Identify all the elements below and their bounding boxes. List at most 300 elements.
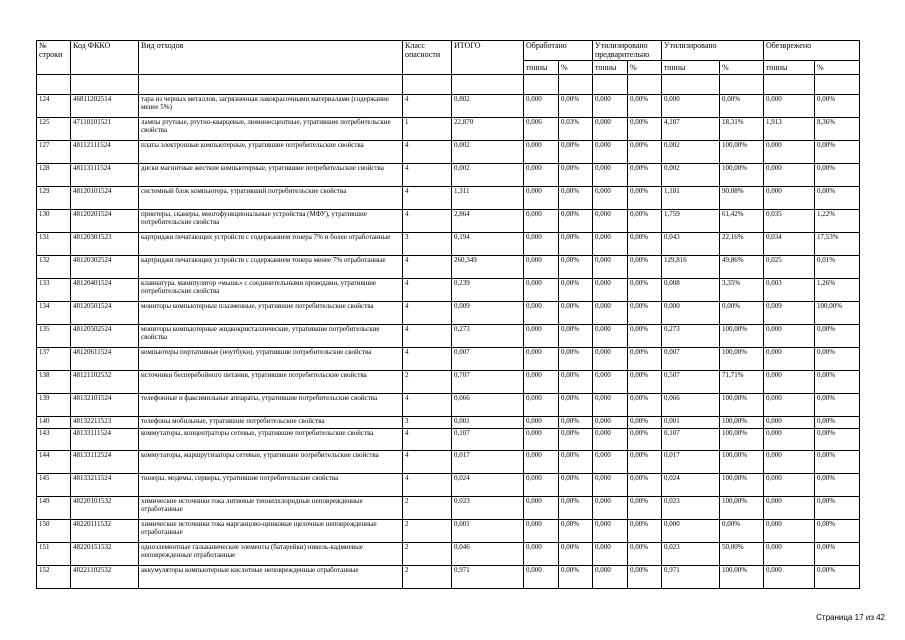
cell-fkko-code: 48132211523 <box>71 417 139 429</box>
cell-total-tons: 0,066 <box>452 394 524 417</box>
cell-waste-name: мониторы компьютерные жидкокристаллические, утратившие потребительские свойства <box>139 325 403 348</box>
cell-waste-name: компьютеры портативные (ноутбуки), утратившие потребительские свойства <box>139 348 403 371</box>
cell-neutralized-tons: 0,000 <box>764 543 815 566</box>
cell-neutralized-pct: 0,00% <box>815 348 860 371</box>
cell-processed-tons: 0,000 <box>524 233 559 256</box>
cell-utilized-pct: 100,00% <box>720 474 764 497</box>
cell-utilized-prelim-pct: 0,00% <box>628 256 662 279</box>
cell-row-number: 134 <box>37 302 71 325</box>
cell-neutralized-pct: 0,00% <box>815 95 860 118</box>
cell-total-tons: 0,046 <box>452 543 524 566</box>
cell-utilized-prelim-pct: 0,00% <box>628 429 662 451</box>
cell-fkko-code: 48133211524 <box>71 474 139 497</box>
cell-neutralized-tons: 0,000 <box>764 566 815 589</box>
subheader-tons: тонны <box>662 61 720 75</box>
cell-waste-name: системный блок компьютера, утративший потребительские свойства <box>139 187 403 210</box>
cell-fkko-code: 48120302524 <box>71 256 139 279</box>
cell-neutralized-tons: 0,000 <box>764 429 815 451</box>
cell-processed-tons: 0,000 <box>524 95 559 118</box>
cell-neutralized-tons: 1,913 <box>764 118 815 141</box>
table-row <box>37 394 860 417</box>
cell-utilized-prelim-pct: 0,00% <box>628 417 662 429</box>
cell-utilized-prelim-tons: 0,000 <box>593 451 628 474</box>
cell-hazard-class: 4 <box>403 141 452 164</box>
cell-neutralized-pct: 0,00% <box>815 417 860 429</box>
cell-total-tons: 0,007 <box>452 348 524 371</box>
cell-utilized-prelim-tons: 0,000 <box>593 520 628 543</box>
table-row <box>37 520 860 543</box>
cell-waste-name: диски магнитные жесткие компьютерные, утратившие потребительские свойства <box>139 164 403 187</box>
cell-neutralized-pct: 0,00% <box>815 394 860 417</box>
cell-row-number: 151 <box>37 543 71 566</box>
header-fkko-code: Код ФККО <box>71 41 139 75</box>
cell-row-number: 132 <box>37 256 71 279</box>
cell-neutralized-pct: 0,00% <box>815 164 860 187</box>
cell-fkko-code: 48113111524 <box>71 164 139 187</box>
table-row <box>37 371 860 394</box>
cell-utilized-prelim-tons: 0,000 <box>593 325 628 348</box>
cell-utilized-tons: 129,816 <box>662 256 720 279</box>
cell-processed-pct: 0,00% <box>559 348 593 371</box>
cell-fkko-code: 48120101524 <box>71 187 139 210</box>
cell-processed-tons: 0,000 <box>524 417 559 429</box>
cell-utilized-tons: 4,187 <box>662 118 720 141</box>
cell-hazard-class: 4 <box>403 348 452 371</box>
cell-processed-tons: 0,000 <box>524 210 559 233</box>
subheader-pct: % <box>815 61 860 75</box>
cell-utilized-prelim-tons: 0,000 <box>593 210 628 233</box>
cell-row-number: 152 <box>37 566 71 589</box>
cell-processed-tons: 0,000 <box>524 451 559 474</box>
cell-neutralized-pct: 8,36% <box>815 118 860 141</box>
cell-utilized-prelim-tons: 0,000 <box>593 543 628 566</box>
cell-row-number: 139 <box>37 394 71 417</box>
cell-processed-tons: 0,000 <box>524 187 559 210</box>
cell-fkko-code: 48121102532 <box>71 371 139 394</box>
cell-row-number: 145 <box>37 474 71 497</box>
cell-hazard-class: 4 <box>403 210 452 233</box>
cell-total-tons: 0,002 <box>452 164 524 187</box>
cell-neutralized-tons: 0,009 <box>764 302 815 325</box>
cell-utilized-pct: 100,00% <box>720 566 764 589</box>
cell-utilized-prelim-tons: 0,000 <box>593 187 628 210</box>
waste-report-table <box>36 40 860 589</box>
cell-fkko-code: 48220111532 <box>71 520 139 543</box>
cell-utilized-tons: 0,273 <box>662 325 720 348</box>
cell-neutralized-pct: 0,00% <box>815 543 860 566</box>
cell-utilized-prelim-pct: 0,00% <box>628 302 662 325</box>
cell-utilized-prelim-tons: 0,000 <box>593 233 628 256</box>
cell-utilized-tons: 0,107 <box>662 429 720 451</box>
cell-utilized-tons: 0,002 <box>662 141 720 164</box>
table-row <box>37 451 860 474</box>
cell-processed-pct: 0,00% <box>559 497 593 520</box>
cell-processed-pct: 0,00% <box>559 279 593 302</box>
cell-neutralized-tons: 0,000 <box>764 187 815 210</box>
cell-row-number: 149 <box>37 497 71 520</box>
cell-processed-tons: 0,000 <box>524 325 559 348</box>
cell-neutralized-tons: 0,000 <box>764 164 815 187</box>
cell-neutralized-tons: 0,000 <box>764 95 815 118</box>
cell-utilized-tons: 0,002 <box>662 164 720 187</box>
cell-processed-tons: 0,000 <box>524 256 559 279</box>
cell-utilized-prelim-pct: 0,00% <box>628 543 662 566</box>
cell-row-number: 124 <box>37 95 71 118</box>
cell-utilized-prelim-tons: 0,000 <box>593 279 628 302</box>
header-hazard-class: Класс опасности <box>403 41 452 75</box>
cell-waste-name: одноэлементные гальванические элементы (батарейки) никель-кадмиевые неповрежденные отработанные <box>139 543 403 566</box>
cell-processed-pct: 0,00% <box>559 95 593 118</box>
table-row <box>37 497 860 520</box>
cell-row-number: 140 <box>37 417 71 429</box>
cell-neutralized-tons: 0,003 <box>764 279 815 302</box>
cell-utilized-pct: 100,00% <box>720 429 764 451</box>
cell-neutralized-pct: 0,01% <box>815 256 860 279</box>
cell-neutralized-pct: 17,53% <box>815 233 860 256</box>
cell-utilized-prelim-tons: 0,000 <box>593 474 628 497</box>
cell-utilized-prelim-tons: 0,000 <box>593 95 628 118</box>
table-row <box>37 210 860 233</box>
cell-row-number: 144 <box>37 451 71 474</box>
cell-row-number: 137 <box>37 348 71 371</box>
cell-total-tons: 0,023 <box>452 497 524 520</box>
cell-utilized-prelim-pct: 0,00% <box>628 141 662 164</box>
cell-processed-pct: 0,00% <box>559 141 593 164</box>
cell-utilized-pct: 90,08% <box>720 187 764 210</box>
cell-neutralized-pct: 0,00% <box>815 371 860 394</box>
cell-utilized-prelim-tons: 0,000 <box>593 164 628 187</box>
cell-hazard-class: 4 <box>403 451 452 474</box>
cell-neutralized-pct: 0,00% <box>815 325 860 348</box>
cell-hazard-class: 4 <box>403 279 452 302</box>
cell-hazard-class: 4 <box>403 95 452 118</box>
table-row <box>37 474 860 497</box>
cell-utilized-pct: 100,00% <box>720 164 764 187</box>
cell-processed-tons: 0,000 <box>524 141 559 164</box>
cell-waste-name: лампы ртутные, ртутно-кварцевые, люминесцентные, утратившие потребительские свойства <box>139 118 403 141</box>
cell-total-tons: 0,802 <box>452 95 524 118</box>
cell-hazard-class: 4 <box>403 394 452 417</box>
cell-processed-tons: 0,000 <box>524 520 559 543</box>
cell-neutralized-pct: 0,00% <box>815 451 860 474</box>
cell-fkko-code: 46811202514 <box>71 95 139 118</box>
cell-row-number: 135 <box>37 325 71 348</box>
cell-utilized-prelim-tons: 0,000 <box>593 141 628 164</box>
cell-processed-tons: 0,000 <box>524 164 559 187</box>
cell-total-tons: 0,017 <box>452 451 524 474</box>
cell-fkko-code: 48221102532 <box>71 566 139 589</box>
cell-waste-name: мониторы компьютерные плазменные, утратившие потребительские свойства <box>139 302 403 325</box>
cell-total-tons: 260,349 <box>452 256 524 279</box>
cell-total-tons: 0,194 <box>452 233 524 256</box>
cell-utilized-prelim-pct: 0,00% <box>628 520 662 543</box>
cell-utilized-pct: 100,00% <box>720 417 764 429</box>
cell-utilized-tons: 0,000 <box>662 95 720 118</box>
cell-utilized-tons: 0,066 <box>662 394 720 417</box>
cell-utilized-prelim-pct: 0,00% <box>628 497 662 520</box>
cell-hazard-class: 2 <box>403 543 452 566</box>
cell-neutralized-pct: 0,00% <box>815 474 860 497</box>
cell-fkko-code: 48120401524 <box>71 279 139 302</box>
cell-hazard-class: 3 <box>403 417 452 429</box>
cell-hazard-class: 4 <box>403 474 452 497</box>
cell-utilized-tons: 0,971 <box>662 566 720 589</box>
cell-neutralized-tons: 0,000 <box>764 417 815 429</box>
cell-utilized-pct: 100,00% <box>720 348 764 371</box>
cell-utilized-prelim-pct: 0,00% <box>628 474 662 497</box>
cell-neutralized-pct: 0,00% <box>815 497 860 520</box>
cell-waste-name: коммутаторы, концентраторы сетевые, утратившие потребительские свойства <box>139 429 403 451</box>
cell-utilized-pct: 100,00% <box>720 141 764 164</box>
cell-waste-name: тюнеры, модемы, серверы, утратившие потребительские свойства <box>139 474 403 497</box>
cell-neutralized-tons: 0,000 <box>764 497 815 520</box>
cell-utilized-pct: 50,00% <box>720 543 764 566</box>
cell-utilized-tons: 0,043 <box>662 233 720 256</box>
cell-utilized-prelim-pct: 0,00% <box>628 348 662 371</box>
cell-utilized-prelim-pct: 0,00% <box>628 95 662 118</box>
cell-utilized-prelim-tons: 0,000 <box>593 302 628 325</box>
table-row <box>37 187 860 210</box>
cell-processed-pct: 0,00% <box>559 325 593 348</box>
cell-neutralized-tons: 0,000 <box>764 520 815 543</box>
header-spacer-row <box>37 75 860 95</box>
cell-waste-name: аккумуляторы компьютерные кислотные неповрежденные отработанные <box>139 566 403 589</box>
cell-fkko-code: 47110101521 <box>71 118 139 141</box>
cell-utilized-tons: 0,024 <box>662 474 720 497</box>
cell-total-tons: 0,239 <box>452 279 524 302</box>
cell-waste-name: картриджи печатающих устройств с содержанием тонера 7% и более отработанные <box>139 233 403 256</box>
cell-processed-tons: 0,006 <box>524 118 559 141</box>
cell-neutralized-tons: 0,025 <box>764 256 815 279</box>
table-row <box>37 118 860 141</box>
cell-processed-pct: 0,00% <box>559 429 593 451</box>
page-number: Страница 17 из 42 <box>816 613 885 622</box>
cell-fkko-code: 48120301523 <box>71 233 139 256</box>
cell-utilized-tons: 0,001 <box>662 417 720 429</box>
cell-waste-name: телефоны мобильные, утратившие потребительские свойства <box>139 417 403 429</box>
cell-total-tons: 0,024 <box>452 474 524 497</box>
cell-utilized-prelim-pct: 0,00% <box>628 187 662 210</box>
cell-processed-tons: 0,000 <box>524 497 559 520</box>
cell-utilized-tons: 0,000 <box>662 520 720 543</box>
subheader-pct: % <box>559 61 593 75</box>
cell-utilized-tons: 0,023 <box>662 497 720 520</box>
cell-total-tons: 0,001 <box>452 417 524 429</box>
cell-hazard-class: 4 <box>403 187 452 210</box>
cell-processed-tons: 0,000 <box>524 566 559 589</box>
cell-processed-pct: 0,00% <box>559 187 593 210</box>
cell-neutralized-tons: 0,000 <box>764 371 815 394</box>
cell-utilized-pct: 0,00% <box>720 302 764 325</box>
cell-utilized-pct: 49,86% <box>720 256 764 279</box>
table-row <box>37 566 860 589</box>
cell-neutralized-pct: 0,00% <box>815 429 860 451</box>
subheader-tons: тонны <box>524 61 559 75</box>
cell-neutralized-tons: 0,000 <box>764 451 815 474</box>
cell-neutralized-pct: 0,00% <box>815 187 860 210</box>
cell-total-tons: 0,107 <box>452 429 524 451</box>
cell-fkko-code: 48120611524 <box>71 348 139 371</box>
cell-utilized-tons: 0,507 <box>662 371 720 394</box>
header-row-number: № строки <box>37 41 71 75</box>
table-row <box>37 543 860 566</box>
cell-utilized-tons: 0,023 <box>662 543 720 566</box>
cell-hazard-class: 1 <box>403 118 452 141</box>
cell-utilized-pct: 22,16% <box>720 233 764 256</box>
header-utilized-prelim: Утилизировано предварительно <box>593 41 662 61</box>
cell-fkko-code: 48132101524 <box>71 394 139 417</box>
cell-neutralized-tons: 0,000 <box>764 325 815 348</box>
cell-utilized-prelim-tons: 0,000 <box>593 417 628 429</box>
cell-processed-pct: 0,00% <box>559 164 593 187</box>
cell-utilized-prelim-pct: 0,00% <box>628 279 662 302</box>
table-row <box>37 417 860 429</box>
cell-row-number: 127 <box>37 141 71 164</box>
cell-row-number: 150 <box>37 520 71 543</box>
cell-processed-pct: 0,00% <box>559 256 593 279</box>
cell-utilized-tons: 0,008 <box>662 279 720 302</box>
cell-waste-name: клавиатура, манипулятор «мышь» с соединительными проводами, утратившие потребительские свойства <box>139 279 403 302</box>
cell-utilized-prelim-pct: 0,00% <box>628 233 662 256</box>
cell-waste-name: картриджи печатающих устройств с содержанием тонера менее 7% отработанные <box>139 256 403 279</box>
cell-utilized-prelim-pct: 0,00% <box>628 451 662 474</box>
cell-waste-name: источники бесперебойного питания, утратившие потребительские свойства <box>139 371 403 394</box>
cell-utilized-prelim-pct: 0,00% <box>628 566 662 589</box>
table-row <box>37 429 860 451</box>
cell-fkko-code: 48120501524 <box>71 302 139 325</box>
cell-processed-pct: 0,00% <box>559 543 593 566</box>
cell-processed-pct: 0,00% <box>559 474 593 497</box>
cell-hazard-class: 4 <box>403 302 452 325</box>
cell-utilized-tons: 1,759 <box>662 210 720 233</box>
cell-processed-pct: 0,00% <box>559 520 593 543</box>
table-row <box>37 256 860 279</box>
cell-utilized-tons: 1,181 <box>662 187 720 210</box>
subheader-pct: % <box>720 61 764 75</box>
cell-waste-name: химические источники тока литиевые тионилхлоридные неповрежденные отработанные <box>139 497 403 520</box>
cell-neutralized-tons: 0,034 <box>764 233 815 256</box>
cell-utilized-pct: 0,00% <box>720 95 764 118</box>
cell-processed-pct: 0,00% <box>559 417 593 429</box>
cell-neutralized-pct: 0,00% <box>815 141 860 164</box>
table-row <box>37 279 860 302</box>
header-utilized: Утилизировано <box>662 41 764 61</box>
cell-processed-tons: 0,000 <box>524 371 559 394</box>
cell-neutralized-pct: 0,00% <box>815 566 860 589</box>
table-row <box>37 141 860 164</box>
cell-processed-tons: 0,000 <box>524 279 559 302</box>
cell-waste-name: принтеры, сканеры, многофункциональные устройства (МФУ), утратившие потребительские свойства <box>139 210 403 233</box>
cell-fkko-code: 48220151532 <box>71 543 139 566</box>
table-row <box>37 302 860 325</box>
cell-neutralized-pct: 0,00% <box>815 520 860 543</box>
cell-row-number: 125 <box>37 118 71 141</box>
cell-utilized-prelim-pct: 0,00% <box>628 394 662 417</box>
cell-utilized-pct: 100,00% <box>720 325 764 348</box>
cell-hazard-class: 2 <box>403 497 452 520</box>
cell-neutralized-tons: 0,000 <box>764 348 815 371</box>
cell-hazard-class: 4 <box>403 164 452 187</box>
header-total: ИТОГО <box>452 41 524 75</box>
cell-hazard-class: 2 <box>403 566 452 589</box>
cell-utilized-prelim-pct: 0,00% <box>628 210 662 233</box>
cell-utilized-pct: 18,31% <box>720 118 764 141</box>
cell-utilized-tons: 0,017 <box>662 451 720 474</box>
table-row <box>37 325 860 348</box>
cell-utilized-prelim-tons: 0,000 <box>593 371 628 394</box>
cell-utilized-prelim-tons: 0,000 <box>593 394 628 417</box>
cell-processed-pct: 0,03% <box>559 118 593 141</box>
cell-utilized-pct: 61,42% <box>720 210 764 233</box>
cell-utilized-pct: 100,00% <box>720 451 764 474</box>
cell-utilized-prelim-pct: 0,00% <box>628 164 662 187</box>
cell-neutralized-tons: 0,000 <box>764 474 815 497</box>
header-waste-type: Вид отходов <box>139 41 403 75</box>
cell-fkko-code: 48220101532 <box>71 497 139 520</box>
cell-utilized-prelim-pct: 0,00% <box>628 325 662 348</box>
cell-neutralized-pct: 1,22% <box>815 210 860 233</box>
cell-fkko-code: 48133111524 <box>71 429 139 451</box>
cell-row-number: 133 <box>37 279 71 302</box>
header-neutralized: Обезврежено <box>764 41 860 61</box>
table-row <box>37 95 860 118</box>
cell-utilized-tons: 0,007 <box>662 348 720 371</box>
cell-neutralized-tons: 0,000 <box>764 394 815 417</box>
cell-hazard-class: 3 <box>403 233 452 256</box>
cell-processed-pct: 0,00% <box>559 302 593 325</box>
cell-waste-name: телефонные и факсимильные аппараты, утратившие потребительские свойства <box>139 394 403 417</box>
cell-utilized-prelim-tons: 0,000 <box>593 348 628 371</box>
cell-utilized-prelim-tons: 0,000 <box>593 429 628 451</box>
cell-processed-pct: 0,00% <box>559 233 593 256</box>
cell-hazard-class: 2 <box>403 520 452 543</box>
cell-processed-pct: 0,00% <box>559 394 593 417</box>
subheader-pct: % <box>628 61 662 75</box>
cell-processed-tons: 0,000 <box>524 543 559 566</box>
cell-total-tons: 0,001 <box>452 520 524 543</box>
table-row <box>37 348 860 371</box>
cell-utilized-prelim-tons: 0,000 <box>593 497 628 520</box>
cell-utilized-prelim-tons: 0,000 <box>593 256 628 279</box>
cell-utilized-prelim-tons: 0,000 <box>593 566 628 589</box>
cell-row-number: 128 <box>37 164 71 187</box>
cell-total-tons: 0,009 <box>452 302 524 325</box>
cell-processed-tons: 0,000 <box>524 429 559 451</box>
cell-total-tons: 22,870 <box>452 118 524 141</box>
cell-total-tons: 0,971 <box>452 566 524 589</box>
cell-neutralized-tons: 0,035 <box>764 210 815 233</box>
cell-processed-tons: 0,000 <box>524 474 559 497</box>
subheader-tons: тонны <box>593 61 628 75</box>
cell-neutralized-pct: 1,26% <box>815 279 860 302</box>
cell-row-number: 129 <box>37 187 71 210</box>
cell-utilized-prelim-pct: 0,00% <box>628 371 662 394</box>
table-body <box>37 95 860 589</box>
cell-fkko-code: 48133112524 <box>71 451 139 474</box>
cell-processed-tons: 0,000 <box>524 348 559 371</box>
cell-utilized-pct: 100,00% <box>720 497 764 520</box>
cell-processed-tons: 0,000 <box>524 302 559 325</box>
cell-utilized-tons: 0,000 <box>662 302 720 325</box>
cell-fkko-code: 48120502524 <box>71 325 139 348</box>
cell-utilized-pct: 0,00% <box>720 520 764 543</box>
cell-hazard-class: 2 <box>403 371 452 394</box>
cell-utilized-prelim-pct: 0,00% <box>628 118 662 141</box>
table-row <box>37 164 860 187</box>
cell-row-number: 131 <box>37 233 71 256</box>
cell-utilized-pct: 100,00% <box>720 394 764 417</box>
cell-waste-name: химические источники тока марганцово-цинковые щелочные неповрежденные отработанные <box>139 520 403 543</box>
